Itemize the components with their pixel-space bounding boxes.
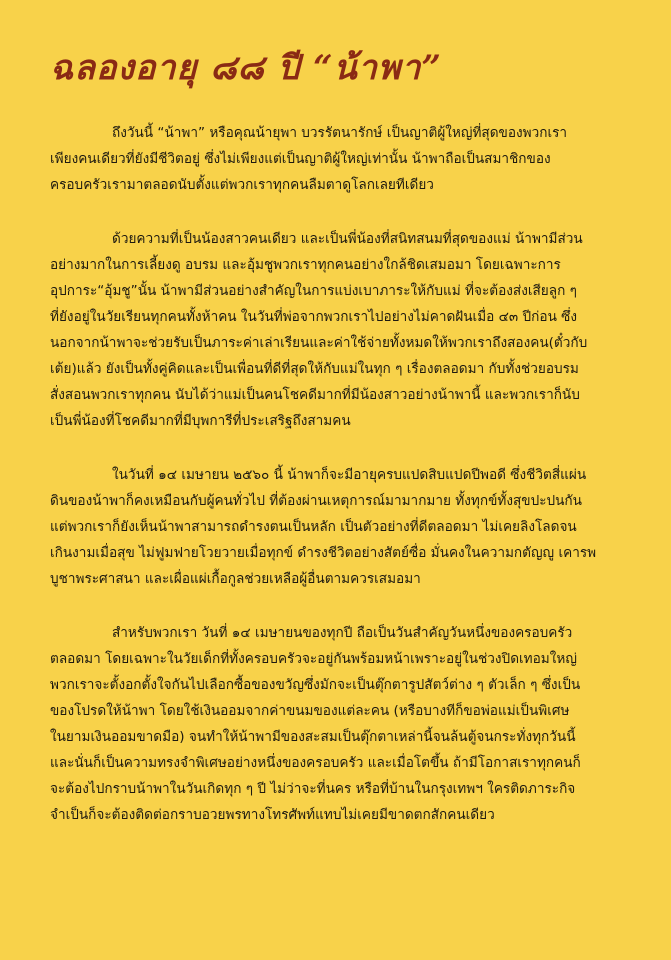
paragraph-line: เต้ย)แล้ว ยังเป็นทั้งคู่คิดและเป็นเพื่อนที่ดีที่สุดให้กับแม่ในทุก ๆ เรื่องตลอดมา กับทั้งช่วยอบรม	[50, 361, 579, 377]
paragraph-line: เพียงคนเดียวที่ยังมีชีวิตอยู่ ซึ่งไม่เพียงแต่เป็นญาติผู้ใหญ่เท่านั้น น้าพาถือเป็นสมาชิกของ	[50, 151, 551, 167]
paragraph-line: บูชาพระศาสนา และเผื่อแผ่เกื้อกูลช่วยเหลือผู้อื่นตามควรเสมอมา	[50, 571, 421, 587]
paragraph-1	[50, 120, 625, 198]
paragraph-line: ดินของน้าพาก็คงเหมือนกับผู้คนทั่วไป ที่ต้องผ่านเหตุการณ์มามากมาย ทั้งทุกข์ทั้งสุขปะปนกัน	[50, 493, 582, 509]
paragraph-line: ตลอดมา โดยเฉพาะในวัยเด็กที่ทั้งครอบครัวจะอยู่กันพร้อมหน้าเพราะอยู่ในช่วงปิดเทอมใหญ่	[50, 651, 577, 667]
document-body	[50, 120, 625, 856]
paragraph-line: สำหรับพวกเรา วันที่ ๑๔ เมษายนของทุกปี ถือเป็นวันสำคัญวันหนึ่งของครอบครัว	[112, 625, 573, 641]
paragraph-line: สั่งสอนพวกเราทุกคน นับได้ว่าแม่เป็นคนโชคดีมากที่มีน้องสาวอย่างน้าพานี้ และพวกเราก็นับ	[50, 387, 580, 403]
paragraph-line: ด้วยความที่เป็นน้องสาวคนเดียว และเป็นพี่น้องที่สนิทสนมที่สุดของแม่ น้าพามีส่วน	[112, 231, 583, 247]
paragraph-line: ครอบครัวเรามาตลอดนับตั้งแต่พวกเราทุกคนลืมตาดูโลกเลยทีเดียว	[50, 177, 434, 193]
paragraph-line: จะต้องไปกราบน้าพาในวันเกิดทุก ๆ ปี ไม่ว่าจะที่นคร หรือที่บ้านในกรุงเทพฯ ใครติดภาระกิจ	[50, 781, 576, 797]
paragraph-line: อุปการะ“อุ้มชู”นั้น น้าพามีส่วนอย่างสำคัญในการแบ่งเบาภาระให้กับแม่ ที่จะต้องส่งเสียลูก ๆ	[50, 283, 577, 299]
document-title: ฉลองอายุ ๘๘ ปี “น้าพา”	[50, 48, 442, 88]
paragraph-line: จำเป็นก็จะต้องติดต่อกราบอวยพรทางโทรศัพท์แทบไม่เคยมีขาดตกสักคนเดียว	[50, 807, 495, 823]
paragraph-line: ในวันที่ ๑๔ เมษายน ๒๕๖๐ นี้ น้าพาก็จะมีอายุครบแปดสิบแปดปีพอดี ซึ่งชีวิตสี่แผ่น	[112, 467, 587, 483]
paragraph-line: เป็นพี่น้องที่โชคดีมากที่มีบุพการีที่ประเสริฐถึงสามคน	[50, 413, 351, 429]
paragraph-line: พวกเราจะตั้งอกตั้งใจกันไปเลือกซื้อของขวัญซึ่งมักจะเป็นตุ๊กตารูปสัตว์ต่าง ๆ ตัวเล็ก ๆ ซึ่งเป็น	[50, 677, 581, 693]
paragraph-2	[50, 226, 625, 434]
paragraph-line: ของโปรดให้น้าพา โดยใช้เงินออมจากค่าขนมของแต่ละคน (หรือบางทีก็ขอพ่อแม่เป็นพิเศษ	[50, 703, 570, 719]
paragraph-line: แต่พวกเราก็ยังเห็นน้าพาสามารถดำรงตนเป็นหลัก เป็นตัวอย่างที่ดีตลอดมา ไม่เคยลิงโลดจน	[50, 519, 577, 535]
paragraph-line: นอกจากน้าพาจะช่วยรับเป็นภาระค่าเล่าเรียนและค่าใช้จ่ายทั้งหมดให้พวกเราถึงสองคน(ตั๋วกับ	[50, 335, 588, 351]
paragraph-line: อย่างมากในการเลี้ยงดู อบรม และอุ้มชูพวกเราทุกคนอย่างใกล้ชิดเสมอมา โดยเฉพาะการ	[50, 257, 561, 273]
paragraph-line: ถึงวันนี้ “น้าพา” หรือคุณน้ายุพา บวรรัตนารักษ์ เป็นญาติผู้ใหญ่ที่สุดของพวกเรา	[112, 125, 568, 141]
paragraph-line: ในยามเงินออมขาดมือ) จนทำให้น้าพามีของสะสมเป็นตุ๊กตาเหล่านี้จนล้นตู้จนกระทั่งทุกวันนี้	[50, 729, 576, 745]
paragraph-line: เกินงามเมื่อสุข ไม่ฟูมฟายโวยวายเมื่อทุกข์ ดำรงชีวิตอย่างสัตย์ซื่อ มั่นคงในความกตัญญู เคารพ	[50, 545, 597, 561]
paragraph-3	[50, 462, 625, 592]
paragraph-line: และนั่นก็เป็นความทรงจำพิเศษอย่างหนึ่งของครอบครัว และเมื่อโตขึ้น ถ้ามีโอกาสเราทุกคนก็	[50, 755, 581, 771]
paragraph-4	[50, 620, 625, 828]
paragraph-line: ที่ยังอยู่ในวัยเรียนทุกคนทั้งห้าคน ในวันที่พ่อจากพวกเราไปอย่างไม่คาดฝันเมื่อ ๔๓ ปีก่อน ซึ่ง	[50, 309, 578, 325]
